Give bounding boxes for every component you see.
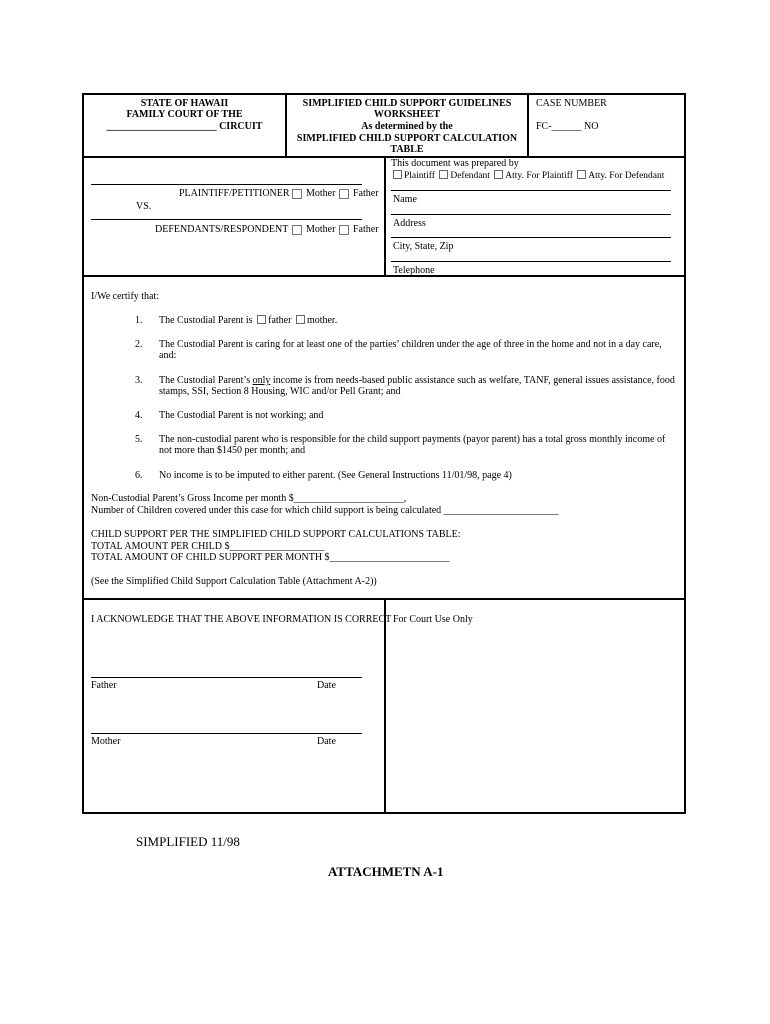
total-support-field[interactable]: TOTAL AMOUNT OF CHILD SUPPORT PER MONTH $________________________ bbox=[91, 552, 450, 563]
custodial-father-checkbox[interactable] bbox=[257, 315, 266, 324]
divider bbox=[384, 156, 386, 276]
custodial-father-label: father bbox=[268, 315, 292, 326]
divider bbox=[384, 598, 386, 814]
form-title-4: SIMPLIFIED CHILD SUPPORT CALCULATION bbox=[296, 133, 518, 144]
defendant-mother-label: Mother bbox=[306, 224, 336, 235]
children-count-field[interactable]: Number of Children covered under this case for which child support is being calculated _______________________ bbox=[91, 505, 559, 516]
certify-item-number: 5. bbox=[135, 434, 143, 445]
plaintiff-name-line[interactable] bbox=[91, 184, 362, 185]
prepared-atty-defendant-label: Atty. For Defendant bbox=[588, 171, 665, 181]
plaintiff-father-checkbox[interactable] bbox=[339, 189, 349, 199]
certify-item-2-line1: The Custodial Parent is caring for at least one of the parties’ children under the age of three in the home and not in a day care, bbox=[159, 339, 662, 350]
court-use-label: For Court Use Only bbox=[393, 614, 473, 625]
certify-intro: I/We certify that: bbox=[91, 291, 160, 302]
address-line bbox=[391, 237, 671, 238]
form-title-3: As determined by the bbox=[361, 121, 453, 132]
certify-item-5-line2: not more than $1450 per month; and bbox=[159, 445, 306, 456]
prepared-atty-defendant-checkbox[interactable] bbox=[577, 170, 586, 179]
prepared-by-options bbox=[391, 170, 664, 182]
attachment-label: ATTACHMETN A-1 bbox=[328, 864, 444, 879]
calc-table-heading: CHILD SUPPORT PER THE SIMPLIFIED CHILD SUPPORT CALCULATIONS TABLE: bbox=[91, 529, 461, 540]
certify-item-number: 2. bbox=[135, 339, 143, 350]
see-table-note: (See the Simplified Child Support Calculation Table (Attachment A-2)) bbox=[91, 576, 377, 587]
telephone-field-label[interactable]: Telephone bbox=[393, 265, 435, 276]
certify-item-number: 1. bbox=[135, 315, 143, 326]
address-field-label[interactable]: Address bbox=[393, 218, 426, 229]
prepared-atty-plaintiff-label: Atty. For Plaintiff bbox=[505, 171, 573, 181]
defendant-father-checkbox[interactable] bbox=[339, 225, 349, 235]
form-title-2: WORKSHEET bbox=[373, 109, 441, 120]
certify-item-2-line2: and: bbox=[159, 350, 177, 361]
case-number-label: CASE NUMBER bbox=[536, 98, 607, 109]
certify-item-6: No income is to be imputed to either parent. (See General Instructions 11/01/98, page 4) bbox=[159, 470, 512, 481]
defendant-father-label: Father bbox=[353, 224, 379, 235]
certify-item-3-text-a: The Custodial Parent’s bbox=[159, 375, 253, 386]
mother-date-label: Date bbox=[317, 736, 336, 747]
certify-item-number: 6. bbox=[135, 470, 143, 481]
prepared-by-heading: This document was prepared by bbox=[391, 158, 519, 169]
father-signature-label: Father bbox=[91, 680, 117, 691]
name-field-label[interactable]: Name bbox=[393, 194, 417, 205]
plaintiff-father-label: Father bbox=[353, 188, 379, 199]
prepared-atty-plaintiff-checkbox[interactable] bbox=[494, 170, 503, 179]
form-title-1: SIMPLIFIED CHILD SUPPORT GUIDELINES bbox=[302, 98, 512, 109]
custodial-mother-checkbox[interactable] bbox=[296, 315, 305, 324]
certify-item-4: The Custodial Parent is not working; and bbox=[159, 410, 324, 421]
plaintiff-label: PLAINTIFF/PETITIONER bbox=[179, 188, 290, 199]
form-title-5: TABLE bbox=[390, 144, 424, 155]
father-signature-line[interactable] bbox=[91, 677, 362, 678]
amount-per-child-field[interactable]: TOTAL AMOUNT PER CHILD $___________________ bbox=[91, 541, 325, 552]
custodial-mother-label: mother. bbox=[306, 315, 338, 326]
plaintiff-mother-checkbox[interactable] bbox=[292, 189, 302, 199]
court-circuit[interactable]: ______________________ CIRCUIT bbox=[106, 121, 263, 132]
certify-item-3-text-b: income is from needs-based public assistance such as welfare, TANF, general issues assistance, food bbox=[270, 375, 675, 386]
city-field-label[interactable]: City, State, Zip bbox=[393, 241, 454, 252]
worksheet-form bbox=[82, 93, 686, 814]
court-family: FAMILY COURT OF THE bbox=[126, 109, 243, 120]
prepared-plaintiff-label: Plaintiff bbox=[404, 171, 435, 181]
mother-signature-label: Mother bbox=[91, 736, 121, 747]
defendant-name-line[interactable] bbox=[91, 219, 362, 220]
court-state: STATE OF HAWAII bbox=[140, 98, 229, 109]
certify-item-3-line2: stamps, SSI, Section 8 Housing, WIC and/or Pell Grant; and bbox=[159, 386, 401, 397]
mother-signature-line[interactable] bbox=[91, 733, 362, 734]
acknowledge-heading: I ACKNOWLEDGE THAT THE ABOVE INFORMATION IS CORRECT bbox=[91, 614, 392, 625]
defendant-label: DEFENDANTS/RESPONDENT bbox=[155, 224, 289, 235]
form-id: SIMPLIFIED 11/98 bbox=[136, 834, 240, 849]
father-date-label: Date bbox=[317, 680, 336, 691]
certify-item-1-text: The Custodial Parent is bbox=[159, 315, 253, 326]
prepared-defendant-label: Defendant bbox=[450, 171, 490, 181]
certify-item-1 bbox=[159, 315, 337, 326]
plaintiff-mother-label: Mother bbox=[306, 188, 336, 199]
case-number-field[interactable]: FC-______ NO bbox=[536, 121, 599, 132]
prepared-plaintiff-checkbox[interactable] bbox=[393, 170, 402, 179]
certify-item-3-emphasis: only bbox=[252, 375, 271, 386]
name-line bbox=[391, 214, 671, 215]
city-line bbox=[391, 261, 671, 262]
defendant-mother-checkbox[interactable] bbox=[292, 225, 302, 235]
prepared-line bbox=[391, 190, 671, 191]
certify-item-5-line1: The non-custodial parent who is responsible for the child support payments (payor parent) has a total gross monthly income of bbox=[159, 434, 666, 445]
gross-income-field[interactable]: Non-Custodial Parent’s Gross Income per month $______________________, bbox=[91, 493, 407, 504]
certify-item-3-line1 bbox=[159, 375, 675, 386]
certify-item-number: 3. bbox=[135, 375, 143, 386]
prepared-defendant-checkbox[interactable] bbox=[439, 170, 448, 179]
versus-label: VS. bbox=[136, 201, 152, 212]
certify-item-number: 4. bbox=[135, 410, 143, 421]
